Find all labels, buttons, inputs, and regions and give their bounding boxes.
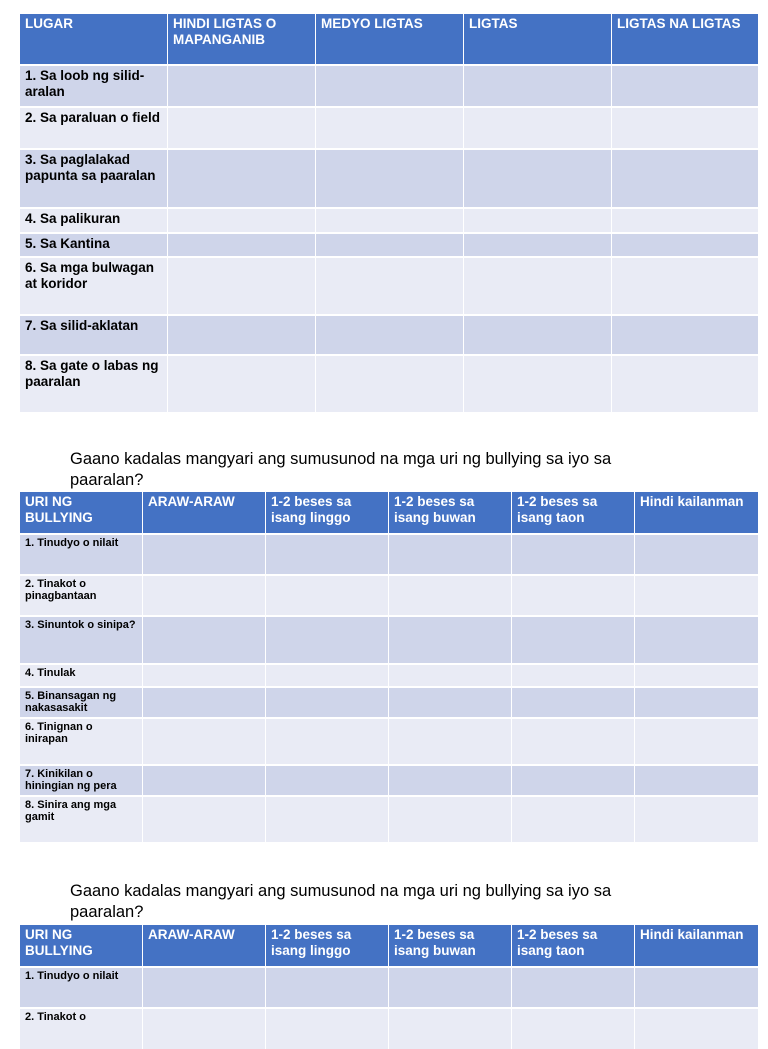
- column-header: 1-2 beses sa isang taon: [512, 925, 635, 967]
- column-header: 1-2 beses sa isang linggo: [266, 492, 389, 534]
- rating-cell[interactable]: [316, 208, 464, 233]
- table-row: [20, 796, 759, 842]
- row-label: 3. Sa paglalakad papunta sa paaralan: [20, 149, 168, 208]
- question-text: Gaano kadalas mangyari ang sumusunod na mga uri ng bullying sa iyo sa paaralan?: [70, 882, 612, 921]
- column-header: Hindi kailanman: [635, 492, 759, 534]
- column-header: HINDI LIGTAS O MAPANGANIB: [168, 14, 316, 65]
- row-label: 2. Tinakot o: [20, 1008, 143, 1049]
- table-row: [20, 65, 759, 107]
- frequency-cell[interactable]: [389, 534, 512, 575]
- column-header: 1-2 beses sa isang linggo: [266, 925, 389, 967]
- frequency-cell[interactable]: [143, 616, 266, 664]
- rating-cell[interactable]: [464, 65, 612, 107]
- table-row: [20, 315, 759, 355]
- column-header: ARAW-ARAW: [143, 492, 266, 534]
- bullying-frequency-table: [19, 492, 759, 842]
- rating-cell[interactable]: [316, 107, 464, 149]
- table-row: [20, 107, 759, 149]
- rating-cell[interactable]: [316, 233, 464, 257]
- column-header: 1-2 beses sa isang taon: [512, 492, 635, 534]
- rating-cell[interactable]: [168, 233, 316, 257]
- frequency-cell[interactable]: [512, 534, 635, 575]
- rating-cell[interactable]: [612, 233, 759, 257]
- table-row: [20, 687, 759, 718]
- table-header-row: [20, 492, 759, 534]
- column-header: LIGTAS: [464, 14, 612, 65]
- rating-cell[interactable]: [612, 355, 759, 412]
- table-row: [20, 575, 759, 616]
- frequency-cell[interactable]: [389, 575, 512, 616]
- row-label: 4. Tinulak: [20, 664, 143, 687]
- frequency-cell[interactable]: [635, 616, 759, 664]
- table-row: [20, 355, 759, 412]
- frequency-cell[interactable]: [389, 796, 512, 842]
- row-label: 8. Sa gate o labas ng paaralan: [20, 355, 168, 412]
- row-label: 3. Sinuntok o sinipa?: [20, 616, 143, 664]
- frequency-cell[interactable]: [266, 534, 389, 575]
- frequency-cell[interactable]: [143, 687, 266, 718]
- rating-cell[interactable]: [168, 257, 316, 315]
- frequency-cell[interactable]: [143, 1008, 266, 1049]
- rating-cell[interactable]: [612, 257, 759, 315]
- frequency-cell[interactable]: [266, 718, 389, 765]
- frequency-cell[interactable]: [143, 967, 266, 1008]
- row-label: 6. Tinignan o inirapan: [20, 718, 143, 765]
- rating-cell[interactable]: [464, 208, 612, 233]
- table-row: [20, 664, 759, 687]
- frequency-cell[interactable]: [635, 796, 759, 842]
- row-label: 4. Sa palikuran: [20, 208, 168, 233]
- frequency-cell[interactable]: [512, 718, 635, 765]
- rating-cell[interactable]: [168, 107, 316, 149]
- frequency-cell[interactable]: [389, 718, 512, 765]
- question-text: Gaano kadalas mangyari ang sumusunod na mga uri ng bullying sa iyo sa paaralan?: [70, 450, 612, 489]
- table-row: [20, 208, 759, 233]
- rating-cell[interactable]: [316, 65, 464, 107]
- rating-cell[interactable]: [316, 149, 464, 208]
- frequency-cell[interactable]: [389, 616, 512, 664]
- frequency-cell[interactable]: [266, 575, 389, 616]
- frequency-cell[interactable]: [512, 687, 635, 718]
- frequency-cell[interactable]: [266, 616, 389, 664]
- frequency-cell[interactable]: [266, 796, 389, 842]
- frequency-cell[interactable]: [389, 687, 512, 718]
- frequency-cell[interactable]: [266, 664, 389, 687]
- frequency-cell[interactable]: [143, 765, 266, 796]
- row-label: 1. Tinudyo o nilait: [20, 967, 143, 1008]
- frequency-cell[interactable]: [512, 796, 635, 842]
- table-row: [20, 1008, 759, 1049]
- frequency-cell[interactable]: [635, 687, 759, 718]
- row-label: 5. Binansagan ng nakasasakit: [20, 687, 143, 718]
- column-header: LIGTAS NA LIGTAS: [612, 14, 759, 65]
- column-header: LUGAR: [20, 14, 168, 65]
- column-header: MEDYO LIGTAS: [316, 14, 464, 65]
- column-header: URI NG BULLYING: [20, 492, 143, 534]
- frequency-cell[interactable]: [635, 765, 759, 796]
- rating-cell[interactable]: [168, 65, 316, 107]
- rating-cell[interactable]: [612, 149, 759, 208]
- frequency-cell[interactable]: [266, 967, 389, 1008]
- frequency-cell[interactable]: [266, 687, 389, 718]
- column-header: Hindi kailanman: [635, 925, 759, 967]
- rating-cell[interactable]: [612, 107, 759, 149]
- frequency-cell[interactable]: [635, 1008, 759, 1049]
- row-label: 7. Sa silid-aklatan: [20, 315, 168, 355]
- rating-cell[interactable]: [464, 149, 612, 208]
- frequency-cell[interactable]: [266, 1008, 389, 1049]
- frequency-cell[interactable]: [635, 534, 759, 575]
- row-label: 1. Tinudyo o nilait: [20, 534, 143, 575]
- row-label: 2. Sa paraluan o field: [20, 107, 168, 149]
- table-row: [20, 257, 759, 315]
- rating-cell[interactable]: [168, 355, 316, 412]
- table-row: [20, 616, 759, 664]
- frequency-cell[interactable]: [143, 796, 266, 842]
- row-label: 7. Kinikilan o hiningian ng pera: [20, 765, 143, 796]
- rating-cell[interactable]: [464, 257, 612, 315]
- column-header: 1-2 beses sa isang buwan: [389, 492, 512, 534]
- frequency-cell[interactable]: [266, 765, 389, 796]
- frequency-cell[interactable]: [635, 664, 759, 687]
- frequency-cell[interactable]: [635, 575, 759, 616]
- table-row: [20, 765, 759, 796]
- rating-cell[interactable]: [612, 208, 759, 233]
- rating-cell[interactable]: [612, 315, 759, 355]
- frequency-cell[interactable]: [512, 616, 635, 664]
- frequency-cell[interactable]: [389, 967, 512, 1008]
- frequency-cell[interactable]: [143, 718, 266, 765]
- rating-cell[interactable]: [464, 233, 612, 257]
- rating-cell[interactable]: [316, 315, 464, 355]
- table-row: [20, 534, 759, 575]
- rating-cell[interactable]: [612, 65, 759, 107]
- rating-cell[interactable]: [168, 149, 316, 208]
- frequency-cell[interactable]: [143, 534, 266, 575]
- frequency-cell[interactable]: [512, 575, 635, 616]
- table-header-row: [20, 14, 759, 65]
- table-row: [20, 149, 759, 208]
- row-label: 8. Sinira ang mga gamit: [20, 796, 143, 842]
- table-row: [20, 967, 759, 1008]
- rating-cell[interactable]: [464, 315, 612, 355]
- rating-cell[interactable]: [316, 355, 464, 412]
- place-safety-table: [19, 14, 759, 412]
- frequency-cell[interactable]: [389, 1008, 512, 1049]
- frequency-cell[interactable]: [143, 575, 266, 616]
- frequency-cell[interactable]: [512, 1008, 635, 1049]
- rating-cell[interactable]: [464, 107, 612, 149]
- frequency-cell[interactable]: [512, 664, 635, 687]
- frequency-cell[interactable]: [635, 967, 759, 1008]
- column-header: URI NG BULLYING: [20, 925, 143, 967]
- table-row: [20, 233, 759, 257]
- rating-cell[interactable]: [168, 315, 316, 355]
- frequency-cell[interactable]: [512, 765, 635, 796]
- frequency-cell[interactable]: [389, 664, 512, 687]
- row-label: 5. Sa Kantina: [20, 233, 168, 257]
- frequency-cell[interactable]: [635, 718, 759, 765]
- table-header-row: [20, 925, 759, 967]
- frequency-cell[interactable]: [143, 664, 266, 687]
- column-header: 1-2 beses sa isang buwan: [389, 925, 512, 967]
- frequency-cell[interactable]: [512, 967, 635, 1008]
- bullying-frequency-table: [19, 925, 759, 1049]
- row-label: 2. Tinakot o pinagbantaan: [20, 575, 143, 616]
- rating-cell[interactable]: [316, 257, 464, 315]
- frequency-cell[interactable]: [389, 765, 512, 796]
- column-header: ARAW-ARAW: [143, 925, 266, 967]
- rating-cell[interactable]: [464, 355, 612, 412]
- row-label: 6. Sa mga bulwagan at koridor: [20, 257, 168, 315]
- table-row: [20, 718, 759, 765]
- row-label: 1. Sa loob ng silid-aralan: [20, 65, 168, 107]
- rating-cell[interactable]: [168, 208, 316, 233]
